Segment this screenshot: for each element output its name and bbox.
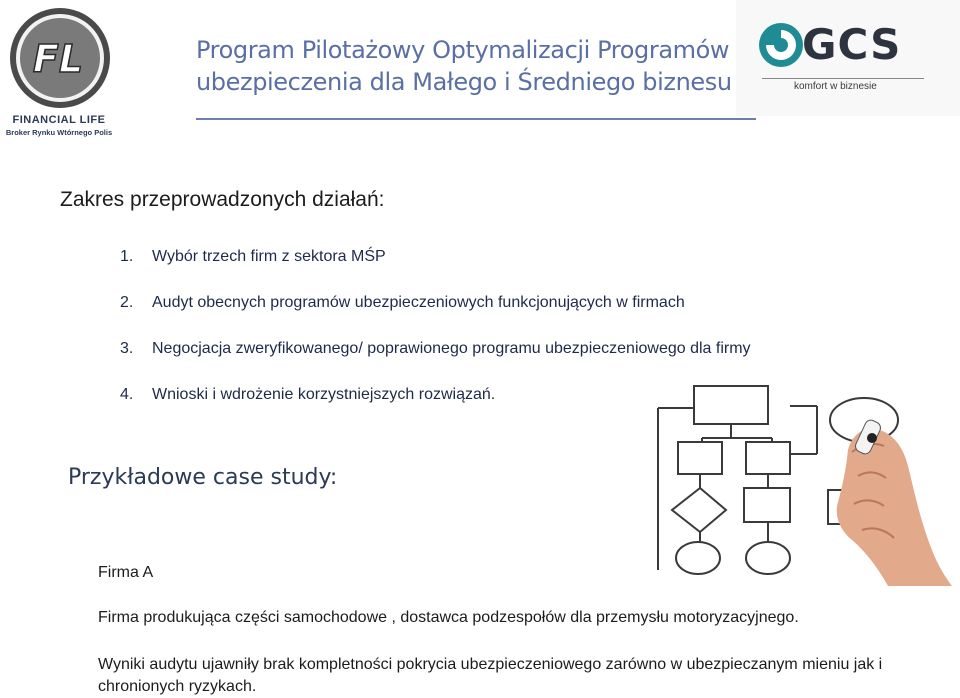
scope-heading: Zakres przeprowadzonych działań: (60, 188, 385, 211)
case-study-heading: Przykładowe case study: (68, 465, 338, 490)
item-text: Negocjacja zweryfikowanego/ poprawionego programu ubezpieczeniowego dla firmy (152, 340, 751, 357)
item-text: Audyt obecnych programów ubezpieczeniowych funkcjonujących w firmach (152, 294, 685, 311)
fl-company-name: FINANCIAL LIFE (12, 114, 106, 126)
financial-life-logo (0, 0, 120, 140)
gcs-circle-icon (758, 22, 804, 68)
gcs-mark: GCS (802, 20, 902, 69)
gcs-logo (736, 0, 960, 116)
page-title (196, 34, 736, 98)
list-item (120, 248, 751, 294)
item-text: Wybór trzech firm z sektora MŚP (152, 248, 386, 265)
hand-icon (837, 418, 952, 586)
firm-description: Firma produkująca części samochodowe , dostawca podzespołów dla przemysłu motoryzacyjnego. (98, 609, 799, 626)
title-line-1: Program Pilotażowy Optymalizacji Programów (196, 36, 730, 64)
title-underline (196, 118, 756, 120)
item-text: Wnioski i wdrożenie korzystniejszych rozwiązań. (152, 386, 496, 403)
item-number: 1. (120, 248, 134, 265)
firm-name: Firma A (98, 564, 154, 581)
item-number: 3. (120, 340, 134, 357)
item-number: 2. (120, 294, 134, 311)
gcs-tagline: komfort w biznesie (794, 81, 877, 92)
list-item (120, 294, 751, 340)
fl-tagline: Broker Rynku Wtórnego Polis (5, 128, 113, 137)
audit-findings: Wyniki audytu ujawniły brak kompletności pokrycia ubezpieczeniowego zarówno w ubezpieczanym mieniu jak i chronionych ryzykach. (98, 656, 883, 695)
item-number: 4. (120, 386, 134, 403)
fl-mark: FL (32, 37, 84, 81)
flowchart-illustration (652, 380, 952, 590)
gcs-divider (762, 78, 924, 79)
fl-emblem-icon (8, 6, 112, 110)
title-line-2: ubezpieczenia dla Małego i Średniego biznesu (196, 68, 732, 96)
